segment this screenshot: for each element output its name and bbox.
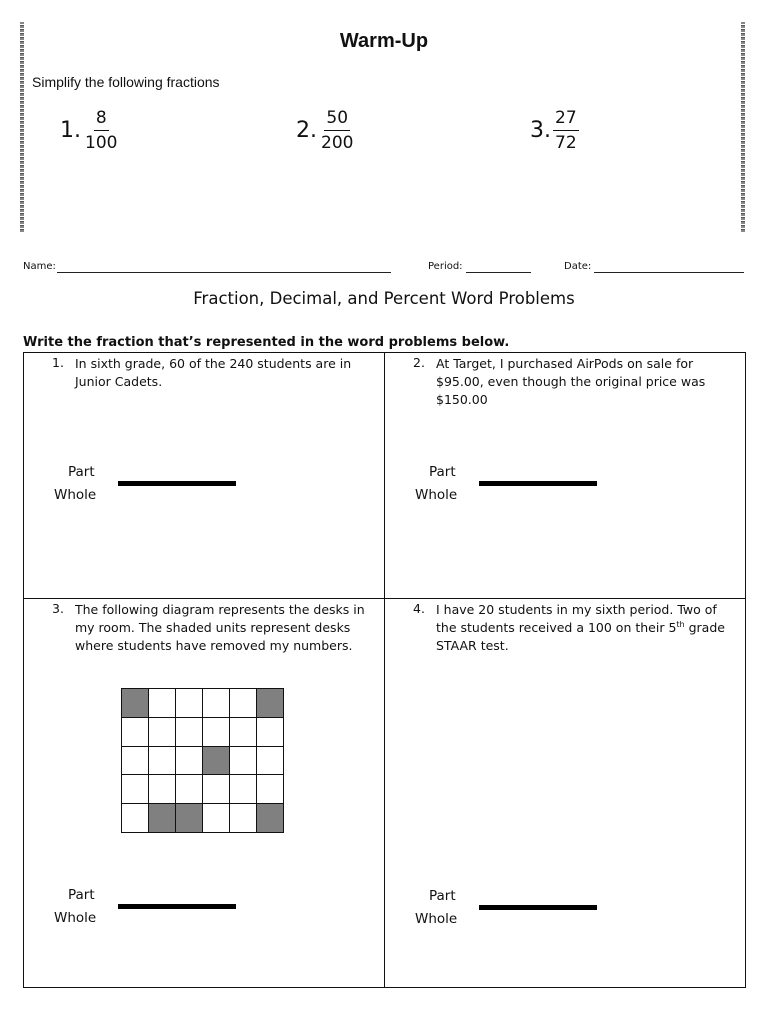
desk [230,689,257,718]
question-3 [24,599,384,987]
desk-shaded [203,747,230,776]
question-1 [24,353,384,598]
desk-shaded [122,689,149,718]
desk [149,689,176,718]
desk [203,689,230,718]
desk [176,718,203,747]
denominator: 72 [555,133,577,153]
desk-shaded [149,804,176,833]
denominator: 200 [321,133,354,153]
desk [257,775,284,804]
whole-label: Whole [54,487,97,503]
ordinal-suffix: th [676,619,685,629]
desk [176,775,203,804]
fraction-bar [118,481,236,486]
question-4 [385,599,745,987]
desk [149,718,176,747]
question-text: At Target, I purchased AirPods on sale for $95.00, even though the original price was $150.00 [436,356,706,407]
date-label: Date: [564,261,592,272]
question-text-part: grade STAAR test. [436,620,725,653]
desk [203,775,230,804]
desk [203,804,230,833]
question-text [436,601,741,655]
question-number: 1. [52,355,64,370]
desk [176,747,203,776]
desk [122,804,149,833]
whole-label: Whole [415,487,458,503]
warmup-problem-label: 1. [60,118,81,143]
worksheet-title: Fraction, Decimal, and Percent Word Problems [193,289,575,308]
name-field[interactable] [57,272,391,273]
desk-shaded [257,689,284,718]
date-field[interactable] [594,272,744,273]
desk [122,718,149,747]
desk-shaded [257,804,284,833]
warmup-left-border [20,22,24,232]
question-2 [385,353,745,598]
numerator: 8 [94,108,109,131]
denominator: 100 [85,133,118,153]
student-info-row [23,261,745,275]
fraction [83,108,119,153]
desk [230,775,257,804]
desk [230,804,257,833]
fraction-bar [479,905,597,910]
whole-label: Whole [54,910,97,926]
part-label: Part [68,887,95,903]
whole-label: Whole [415,911,458,927]
desk [122,747,149,776]
desk-shaded [176,804,203,833]
desk [203,718,230,747]
desk [257,718,284,747]
warmup-problem-3 [530,108,579,153]
question-text: The following diagram represents the desks in my room. The shaded units represent desks where students have removed my numbers. [75,602,365,653]
desk [230,747,257,776]
worksheet-instruction: Write the fraction that’s represented in the word problems below. [23,335,510,350]
warmup-right-border [741,22,745,232]
problems-grid [23,352,746,988]
desk [149,775,176,804]
question-number: 2. [413,355,425,370]
desk-diagram [121,688,284,833]
fraction [553,108,579,153]
numerator: 50 [324,108,350,131]
desk [176,689,203,718]
fraction [319,108,355,153]
desk [257,747,284,776]
desk [149,747,176,776]
part-label: Part [429,464,456,480]
warmup-problem-2 [296,108,355,153]
part-label: Part [68,464,95,480]
question-text-part: I have 20 students in my sixth period. Two of the students received a 100 on their 5 [436,602,717,635]
warmup-problem-label: 2. [296,118,317,143]
warmup-title: Warm-Up [339,30,429,52]
name-label: Name: [23,261,56,272]
fraction-bar [118,904,236,909]
warmup-problem-1 [60,108,119,153]
period-field[interactable] [466,272,531,273]
warmup-instruction: Simplify the following fractions [32,74,220,90]
question-number: 4. [413,601,425,616]
desk [122,775,149,804]
period-label: Period: [428,261,463,272]
question-number: 3. [52,601,64,616]
desk [230,718,257,747]
warmup-problem-label: 3. [530,118,551,143]
part-label: Part [429,888,456,904]
fraction-bar [479,481,597,486]
numerator: 27 [553,108,579,131]
question-text: In sixth grade, 60 of the 240 students are in Junior Cadets. [75,356,352,389]
